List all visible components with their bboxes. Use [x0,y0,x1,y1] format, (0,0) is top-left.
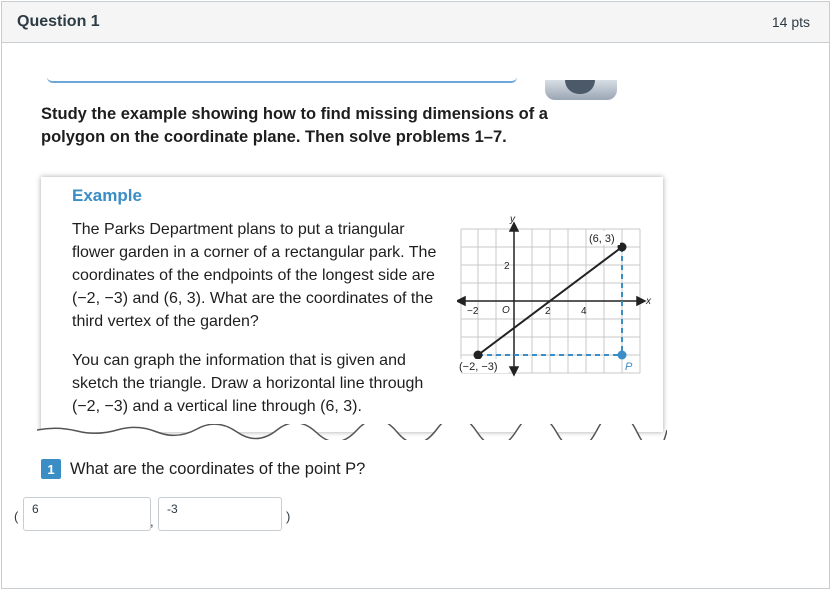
robot-illustration [545,80,617,100]
problem-1 [41,459,365,479]
answer-x-input[interactable] [23,497,151,531]
comma-separator: , [150,514,154,529]
instructions-text: Study the example showing how to find missing dimensions of a polygon on the coordinate plane. Then solve problems 1–7. [41,105,548,146]
x-axis-label: x [646,296,651,307]
close-paren: ) [286,509,291,524]
coordinate-graph [457,213,657,378]
point-b [474,351,483,360]
open-paren: ( [14,509,19,524]
question-header [2,2,829,43]
problem-text: What are the coordinates of the point P? [70,459,366,478]
tick-x-4: 4 [581,306,587,317]
tick-y-2: 2 [504,261,510,272]
example-title: Example [72,186,142,205]
problem-number-badge: 1 [41,459,61,479]
torn-paper-edge [37,424,667,440]
tick-x-neg2: −2 [467,306,479,317]
question-points: 14 pts [771,14,810,30]
example-body [72,218,444,434]
point-a-label: (6, 3) [589,233,615,245]
decorative-banner-edge [47,77,517,83]
point-b-label: (−2, −3) [459,361,498,373]
example-paragraph-2: You can graph the information that is given and sketch the triangle. Draw a horizontal line through (−2, −3) and a vertical line through (6, 3). [72,352,424,415]
point-p [618,351,627,360]
tick-x-2: 2 [545,306,551,317]
answer-y-input[interactable] [158,497,282,531]
y-axis-label: y [510,214,515,225]
question-title: Question 1 [17,13,100,30]
origin-label: O [502,305,510,316]
point-p-label: P [625,361,633,373]
example-paragraph-1: The Parks Department plans to put a triangular flower garden in a corner of a rectangular park. The coordinates of the endpoints of the longest side are (−2, −3) and (6, 3). What are the coordinates of the third vertex of the garden? [72,221,437,330]
